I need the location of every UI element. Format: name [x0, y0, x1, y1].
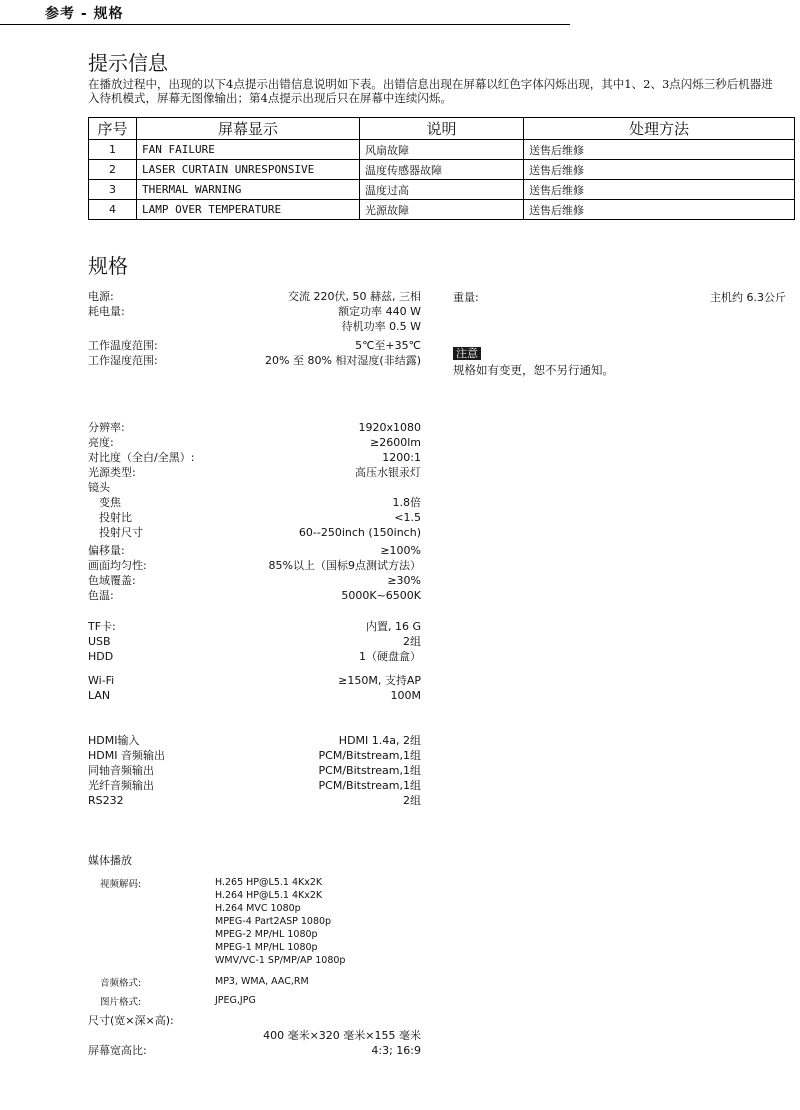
- image-format-value: JPEG,JPG: [215, 995, 256, 1006]
- hdd-value: 1（硬盘盒）: [359, 650, 421, 663]
- table-row: [89, 180, 795, 200]
- resolution-value: 1920x1080: [358, 421, 421, 434]
- video-codec-label: 视频解码:: [100, 879, 142, 890]
- lan-label: LAN: [88, 689, 111, 702]
- optical-audio-label: 光纤音频输出: [88, 779, 154, 792]
- projection-size-label: 投射尺寸: [99, 526, 143, 539]
- header-divider: [0, 24, 570, 25]
- cell-desc: 温度过高: [360, 180, 524, 200]
- weight-row: [453, 289, 786, 305]
- uniformity-value: 85%以上（国标9点测试方法）: [268, 559, 421, 572]
- contrast-label: 对比度（全白/全黑）:: [88, 451, 195, 464]
- rs232-label: RS232: [88, 794, 124, 807]
- cell-desc: 温度传感器故障: [360, 160, 524, 180]
- cell-no: 1: [89, 140, 137, 160]
- light-source-value: 高压水银汞灯: [355, 466, 421, 479]
- rs232-value: 2组: [403, 794, 421, 807]
- video-codec-list-item: MPEG-2 MP/HL 1080p: [215, 929, 318, 940]
- hdd-label: HDD: [88, 650, 114, 663]
- optical-audio-value: PCM/Bitstream,1组: [318, 779, 421, 792]
- cell-no: 4: [89, 200, 137, 220]
- col-header-display: 屏幕显示: [137, 118, 360, 140]
- weight-label: 重量:: [453, 291, 479, 304]
- tf-value: 内置, 16 G: [365, 620, 421, 633]
- video-codec-list-item: WMV/VC-1 SP/MP/AP 1080p: [215, 955, 346, 966]
- notice-text: 规格如有变更，恕不另行通知。: [453, 363, 614, 377]
- cell-action: 送售后维修: [524, 180, 795, 200]
- power-label: 电源:: [88, 290, 114, 303]
- dimensions-value: 400 毫米×320 毫米×155 毫米: [263, 1029, 421, 1042]
- notice-block: [453, 347, 786, 378]
- brightness-value: ≥2600lm: [370, 436, 421, 449]
- table-header-row: [89, 118, 795, 140]
- image-format-label: 图片格式:: [100, 997, 142, 1008]
- video-codec-list-item: H.264 HP@L5.1 4Kx2K: [215, 890, 323, 901]
- cell-display: FAN FAILURE: [137, 140, 360, 160]
- specs-title: 规格: [88, 254, 128, 278]
- cell-no: 2: [89, 160, 137, 180]
- table-row: [89, 160, 795, 180]
- dimensions-block: [88, 1013, 421, 1058]
- cell-desc: 风扇故障: [360, 140, 524, 160]
- rated-power: 额定功率 440 W: [338, 305, 421, 318]
- hdmi-in-label: HDMI输入: [88, 734, 140, 747]
- brightness-label: 亮度:: [88, 436, 114, 449]
- humidity-value: 20% 至 80% 相对湿度(非结露): [265, 354, 421, 367]
- offset-label: 偏移量:: [88, 544, 125, 557]
- temp-value: 5℃至+35℃: [355, 339, 421, 352]
- cell-no: 3: [89, 180, 137, 200]
- tf-label: TF卡:: [88, 620, 116, 633]
- media-title: 媒体播放: [88, 854, 132, 867]
- table-row: [89, 200, 795, 220]
- humidity-label: 工作湿度范围:: [88, 354, 158, 367]
- video-codec-list-item: MPEG-1 MP/HL 1080p: [215, 942, 318, 953]
- color-temp-value: 5000K~6500K: [341, 589, 421, 602]
- light-source-label: 光源类型:: [88, 466, 136, 479]
- table-row: [89, 140, 795, 160]
- coax-audio-label: 同轴音频输出: [88, 764, 154, 777]
- cell-desc: 光源故障: [360, 200, 524, 220]
- projection-size-value: 60--250inch (150inch): [298, 526, 421, 539]
- error-table: [88, 117, 795, 220]
- color-gamut-value: ≥30%: [387, 574, 421, 587]
- cell-display: LASER CURTAIN UNRESPONSIVE: [137, 160, 360, 180]
- standby-power: 待机功率 0.5 W: [341, 320, 421, 333]
- usb-label: USB: [88, 635, 111, 648]
- page-header: 参考 - 规格: [45, 6, 124, 22]
- audio-format-value: MP3, WMA, AAC,RM: [215, 976, 309, 987]
- wifi-label: Wi-Fi: [88, 674, 115, 687]
- wifi-value: ≥150M, 支持AP: [338, 674, 421, 687]
- cell-action: 送售后维修: [524, 140, 795, 160]
- consumption-label: 耗电量:: [88, 305, 125, 318]
- zoom-label: 变焦: [99, 496, 121, 509]
- col-header-no: 序号: [89, 118, 137, 140]
- color-temp-label: 色温:: [88, 589, 114, 602]
- io-block: [88, 733, 421, 808]
- notice-badge: 注意: [453, 347, 481, 360]
- lens-label: 镜头: [88, 481, 110, 494]
- lan-value: 100M: [390, 689, 421, 702]
- col-header-desc: 说明: [360, 118, 524, 140]
- power-value: 交流 220伏, 50 赫兹, 三相: [288, 290, 421, 303]
- zoom-value: 1.8倍: [392, 496, 421, 509]
- video-codec-list-item: H.265 HP@L5.1 4Kx2K: [215, 877, 323, 888]
- dimensions-label: 尺寸(宽×深×高):: [88, 1014, 174, 1027]
- usb-value: 2组: [403, 635, 421, 648]
- resolution-label: 分辨率:: [88, 421, 125, 434]
- video-codec-list-item: MPEG-4 Part2ASP 1080p: [215, 916, 332, 927]
- cell-action: 送售后维修: [524, 200, 795, 220]
- offset-value: ≥100%: [380, 544, 421, 557]
- weight-value: 主机约 6.3公斤: [710, 291, 786, 304]
- hdmi-in-value: HDMI 1.4a, 2组: [338, 734, 421, 747]
- environment-block: [88, 338, 421, 368]
- throw-ratio-label: 投射比: [99, 511, 132, 524]
- col-header-action: 处理方法: [524, 118, 795, 140]
- storage-block: [88, 619, 421, 664]
- throw-ratio-value: <1.5: [394, 511, 421, 524]
- uniformity-label: 画面均匀性:: [88, 559, 147, 572]
- optics-block: [88, 420, 421, 603]
- color-gamut-label: 色域覆盖:: [88, 574, 136, 587]
- power-block: [88, 289, 421, 334]
- audio-format-label: 音频格式:: [100, 978, 142, 989]
- messages-title: 提示信息: [88, 51, 168, 75]
- messages-intro: 在播放过程中，出现的以下4点提示出错信息说明如下表。出错信息出现在屏幕以红色字体闪烁出现，其中1、2、3点闪烁三秒后机器进入待机模式，屏幕无图像输出；第4点提示出现后只在屏幕中连续闪烁。: [88, 77, 773, 105]
- aspect-ratio-value: 4:3; 16:9: [371, 1044, 421, 1057]
- cell-display: LAMP OVER TEMPERATURE: [137, 200, 360, 220]
- cell-action: 送售后维修: [524, 160, 795, 180]
- hdmi-audio-value: PCM/Bitstream,1组: [318, 749, 421, 762]
- contrast-value: 1200:1: [382, 451, 421, 464]
- hdmi-audio-label: HDMI 音频输出: [88, 749, 165, 762]
- network-block: [88, 673, 421, 703]
- aspect-ratio-label: 屏幕宽高比:: [88, 1044, 147, 1057]
- video-codec-list-item: H.264 MVC 1080p: [215, 903, 301, 914]
- cell-display: THERMAL WARNING: [137, 180, 360, 200]
- temp-label: 工作温度范围:: [88, 339, 158, 352]
- coax-audio-value: PCM/Bitstream,1组: [318, 764, 421, 777]
